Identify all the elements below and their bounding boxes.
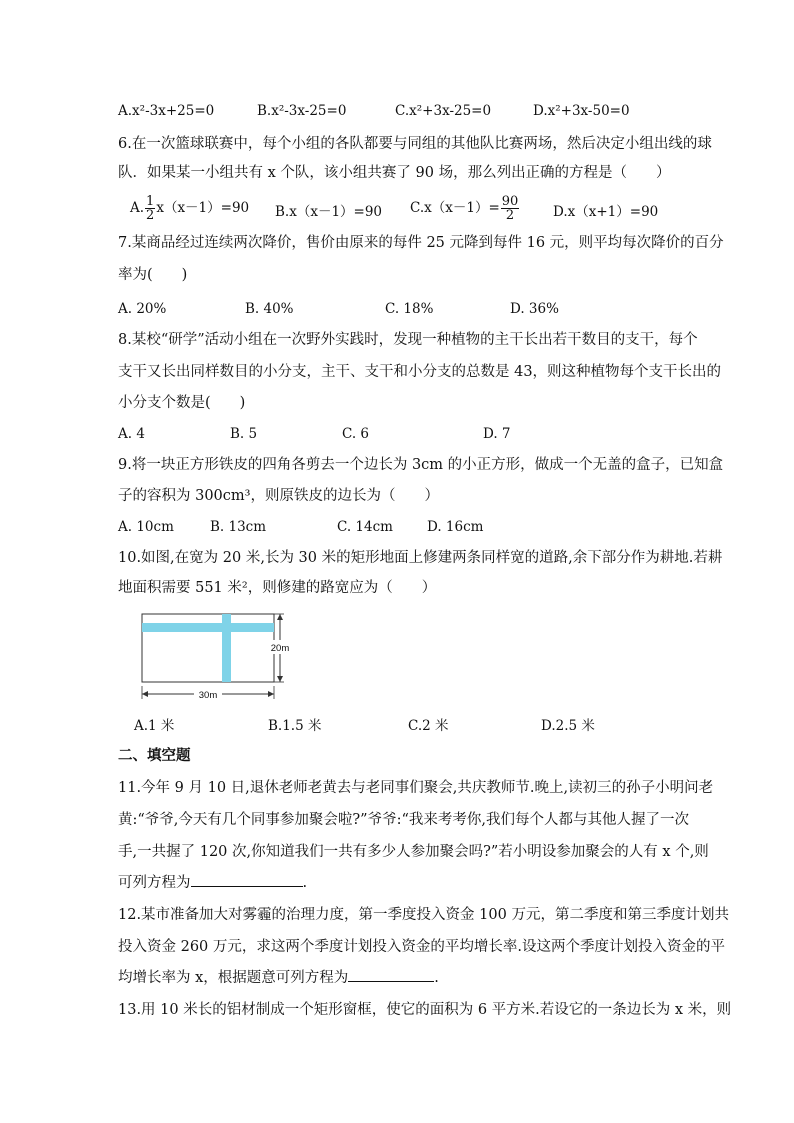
q9-option-c: C. 14cm [337,519,393,535]
q6-text-line1: 6.在一次篮球联赛中，每个小组的各队都要与同组的其他队比赛两场，然后决定小组出线的球 [118,136,712,152]
height-label: 20m [270,643,290,654]
q11-text-line4: 可列方程为 . [118,872,307,893]
q8-option-d: D. 7 [483,426,511,442]
q9-text-line1: 9.将一块正方形铁皮的四角各剪去一个边长为 3cm 的小正方形，做成一个无盖的盒子，已知盒 [118,457,724,473]
width-arrow-left [142,691,148,697]
fraction-ninety-over-two: $\frac{90}{2}$ [501,194,519,223]
q7-text-line1: 7.某商品经过连续两次降价，售价由原来的每件 25 元降到每件 16 元，则平均每次降价的百分 [118,235,724,251]
q10-text-line2: 地面积需要 551 米²，则修建的路宽应为（ ） [118,580,437,596]
q10-option-d: D.2.5 米 [541,718,595,734]
q8-text-line1: 8.某校“研学”活动小组在一次野外实践时，发现一种植物的主干长出若干数目的支干，每个 [118,332,698,348]
q5-option-d: D.x²+3x-50=0 [533,103,630,119]
q8-text-line3: 小分支个数是( ) [118,395,246,411]
q13-text-line1: 13.用 10 米长的铝材制成一个矩形窗框，使它的面积为 6 平方米.若设它的一条边长为 x 米，则 [118,1002,732,1018]
q11-answer-blank[interactable] [191,872,303,887]
q10-option-a: A.1 米 [134,718,175,734]
horizontal-road [142,623,274,632]
q7-option-c: C. 18% [385,301,434,317]
height-arrow-bottom [277,676,283,682]
q7-option-b: B. 40% [245,301,294,317]
q12-text-line2: 投入资金 260 万元，求这两个季度计划投入资金的平均增长率.设这两个季度计划投入资金的平 [118,939,725,955]
q5-option-b: B.x²-3x-25=0 [257,103,347,119]
q11-text-line1: 11.今年 9 月 10 日,退休老师老黄去与老同事们聚会,共庆教师节.晚上,读初三的孙子小明问老 [118,780,714,796]
width-label: 30m [198,690,218,701]
q7-text-line2: 率为( ) [118,267,188,283]
q6-option-a: A. $\frac{1}{2}$ x（x－1）=90 [130,194,250,223]
q7-option-d: D. 36% [510,301,559,317]
q12-text-line3: 均增长率为 x，根据题意可列方程为 . [118,967,439,988]
q6-option-b: B.x（x－1）=90 [275,204,383,220]
q9-text-line2: 子的容积为 300cm³，则原铁皮的边长为（ ） [118,488,439,504]
q7-option-a: A. 20% [118,301,167,317]
q6-option-d: D.x（x+1）=90 [553,204,659,220]
q10-option-b: B.1.5 米 [268,718,322,734]
height-arrow-top [277,614,283,620]
q10-text-line1: 10.如图,在宽为 20 米,长为 30 米的矩形地面上修建两条同样宽的道路,余下部分作为耕地.若耕 [118,550,723,566]
q11-text-line2: 黄:“爷爷,今天有几个同事参加聚会啦?”爷爷:“我来考考你,我们每个人都与其他人握了一次 [118,812,689,828]
q5-option-c: C.x²+3x-25=0 [395,103,492,119]
section-title-fill-in: 二、填空题 [118,748,191,764]
q12-answer-blank[interactable] [348,967,434,982]
q8-text-line2: 支干又长出同样数目的小分支，主干、支干和小分支的总数是 43，则这种植物每个支干长出的 [118,364,722,380]
vertical-road [222,614,231,682]
q9-option-a: A. 10cm [118,519,174,535]
q10-option-c: C.2 米 [408,718,449,734]
road-rectangle-figure [134,604,294,708]
q12-text-line1: 12.某市准备加大对雾霾的治理力度，第一季度投入资金 100 万元，第二季度和第三季度计划共 [118,907,729,923]
q6-option-c: C.x（x－1）= $\frac{90}{2}$ [410,194,519,223]
q11-text-line3: 手,一共握了 120 次,你知道我们一共有多少人参加聚会吗?”若小明设参加聚会的人有 x 个,则 [118,844,709,860]
q6-text-line2: 队．如果某一小组共有 x 个队，该小组共赛了 90 场，那么列出正确的方程是（ ） [118,165,671,181]
q8-option-a: A. 4 [118,426,145,442]
q9-option-b: B. 13cm [210,519,267,535]
q5-option-a: A.x²-3x+25=0 [118,103,215,119]
q8-option-c: C. 6 [342,426,370,442]
q8-option-b: B. 5 [230,426,258,442]
q9-option-d: D. 16cm [427,519,484,535]
fraction-one-half: $\frac{1}{2}$ [146,194,155,223]
width-arrow-right [268,691,274,697]
